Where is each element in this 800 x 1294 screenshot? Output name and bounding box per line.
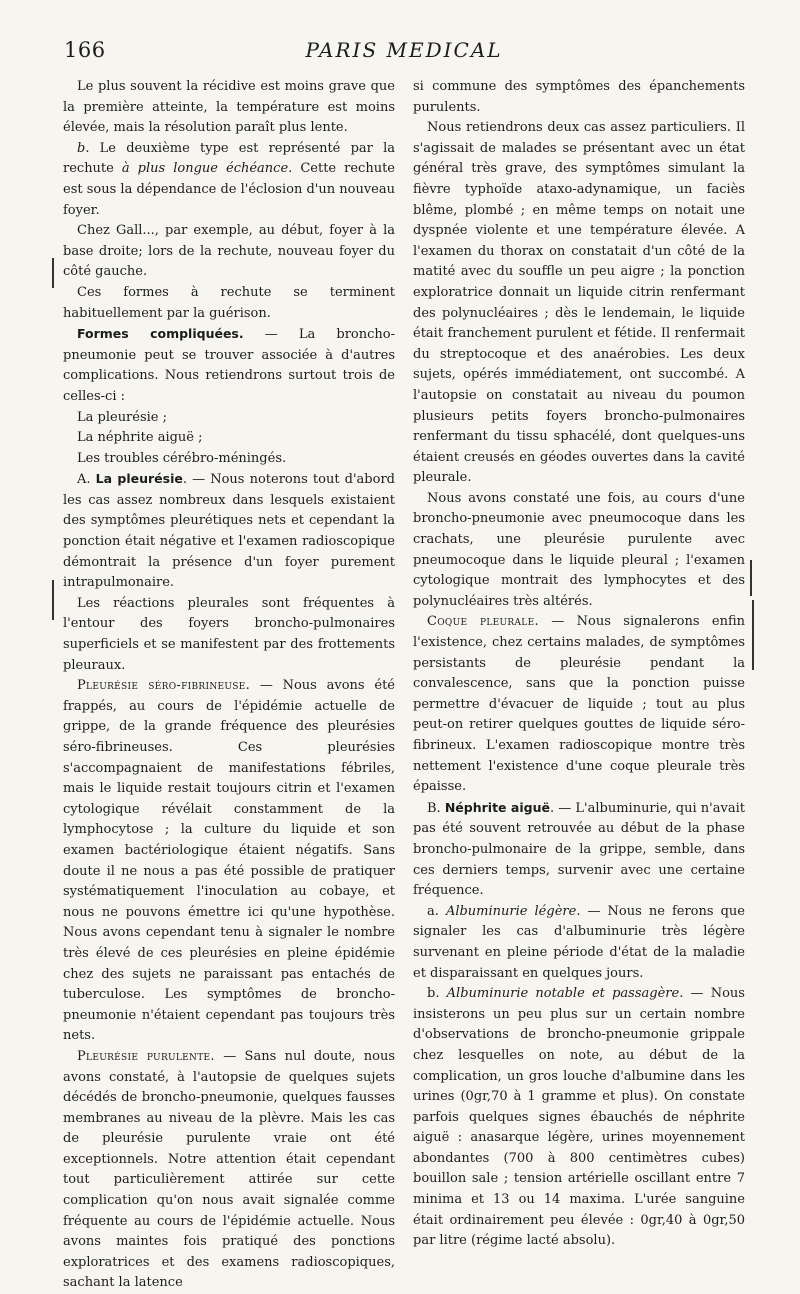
paragraph: Coque pleurale. — Nous signalerons enfin l'existence, chez certains malades, de symptômes persistants de pleurésie pendant la convalescence, sans que la ponction puisse permettre d'évacuer de liquide ; tout au plus peut-on retirer quelques gouttes de liquide séro-fibrineux. L'examen radioscopique montre très nettement l'existence d'une coque pleurale très épaisse. (413, 614, 745, 795)
paragraph: Formes compliquées. — La broncho-pneumonie peut se trouver associée à d'autres complications. Nous retiendrons surtout trois de celles-ci : (63, 326, 395, 404)
paragraph: Ces formes à rechute se terminent habituellement par la guérison. (63, 284, 395, 321)
paragraph: Chez Gall..., par exemple, au début, foyer à la base droite; lors de la rechute, nouveau foyer du côté gauche. (63, 223, 395, 280)
margin-mark (52, 580, 54, 620)
section-heading: Formes compliquées. (77, 326, 244, 342)
page-header (64, 38, 744, 68)
margin-mark (750, 560, 752, 596)
paragraph: si commune des symptômes des épanchements purulents. (413, 79, 745, 115)
paragraph: a. Albuminurie légère. — Nous ne ferons que signaler les cas d'albuminurie très légère survenant en pleine période d'état de la maladie et disparaissant en quelques jours. (413, 903, 745, 981)
list-item: Les troubles cérébro-méningés. (77, 450, 287, 466)
subsection-heading: Pleurésie séro-fibrineuse. (77, 678, 251, 694)
paragraph: Nous avons constaté une fois, au cours d'une broncho-pneumonie avec pneumocoque dans les crachats, une pleurésie purulente avec pneumocoque dans le liquide pleural ; l'examen cytologique montrait des lymphocytes et des polynucléaires très altérés. (413, 490, 745, 609)
list-item: La pleurésie ; (77, 409, 168, 425)
left-column (63, 77, 395, 1294)
margin-mark (752, 600, 754, 670)
margin-mark (52, 258, 54, 288)
running-title: PARIS MEDICAL (305, 38, 503, 62)
paragraph: Pleurésie purulente. — Sans nul doute, nous avons constaté, à l'autopsie de quelques sujets décédés de broncho-pneumonie, quelques fausses membranes au niveau de la plèvre. Mais les cas de pleurésie purulente vraie ont été exceptionnels. Notre attention était cependant tout particulièrement attirée sur cette complication qu'on nous avait signalée comme fréquente au cours de l'épidémie actuelle. Nous avons maintes fois pratiqué des ponctions exploratrices et des examens radioscopiques, sachant la latence (63, 1048, 395, 1291)
paragraph: Les réactions pleurales sont fréquentes à l'entour des foyers broncho-pulmonaires superficiels et se manifestent par des frottements pleuraux. (63, 595, 395, 673)
subsection-heading: Coque pleurale. (427, 614, 539, 630)
paragraph: Le plus souvent la récidive est moins grave que la première atteinte, la température est moins élevée, mais la résolution paraît plus lente. (63, 79, 395, 136)
list-item: La néphrite aiguë ; (77, 430, 203, 446)
paragraph: B. Néphrite aiguë. — L'albuminurie, qui n'avait pas été souvent retrouvée au début de la phase broncho-pulmonaire de la grippe, semble, dans ces derniers temps, survenir avec une certaine fréquence. (413, 799, 745, 899)
page-number: 166 (64, 38, 106, 62)
paragraph: b. Albuminurie notable et passagère. — Nous insisterons un peu plus sur un certain nombre d'observations de broncho-pneumonie grippale chez lesquelles on note, au début de la complication, un gros louche d'albumine dans les urines (0gr,70 à 1 gramme et plus). On constate parfois quelques signes ébauchés de néphrite aiguë : anasarque légère, urines moyennement abondantes (700 à 800 centimètres cubes) bouillon sale ; tension artérielle oscillant entre 7 minima et 13 ou 14 maxima. L'urée sanguine était ordinairement peu élevée : 0gr,40 à 0gr,50 par litre (régime lacté absolu). (413, 986, 745, 1249)
paragraph: Nous retiendrons deux cas assez particuliers. Il s'agissait de malades se présentant avec un état général très grave, des symptômes simulant la fièvre typhoïde ataxo-adynamique, un faciès blême, plombé ; en même temps on notait une dyspnée violente et une température élevée. A l'examen du thorax on constatait d'un côté de la matité avec du souffle un peu aigre ; la ponction exploratrice donnait un liquide citrin renfermant des polynucléaires ; dès le lendemain, le liquide était franchement purulent et fétide. Il renfermait du streptocoque et des anaérobies. Les deux sujets, opérés immédiatement, ont succombé. A l'autopsie on constatait au niveau du poumon plusieurs petits foyers broncho-pulmonaires renfermant du tissu sphacélé, dont quelques-uns étaient creusés en géodes ouvertes dans la cavité pleurale. (413, 120, 745, 486)
subsection-heading: Pleurésie purulente. (77, 1048, 215, 1064)
paragraph: b. Le deuxième type est représenté par la rechute à plus longue échéance. Cette rechute est sous la dépendance de l'éclosion d'un nouveau foyer. (63, 140, 395, 218)
right-column (413, 77, 745, 1252)
section-heading: Néphrite aiguë (444, 799, 550, 815)
paragraph: A. La pleurésie. — Nous noterons tout d'abord les cas assez nombreux dans lesquels existaient des symptômes pleurétiques nets et cependant la ponction était négative et l'examen radioscopique démontrait la présence d'un foyer purement intrapulmonaire. (63, 471, 395, 591)
paragraph: Pleurésie séro-fibrineuse. — Nous avons été frappés, au cours de l'épidémie actuelle de grippe, de la grande fréquence des pleurésies séro-fibrineuses. Ces pleurésies s'accompagnaient de manifestations fébriles, mais le liquide restait toujours citrin et l'examen cytologique révélait constamment de la lymphocytose ; la culture du liquide et son examen bactériologique étaient négatifs. Sans doute il ne nous a pas été possible de pratiquer systématiquement l'inoculation au cobaye, et nous ne pouvons émettre ici qu'une hypothèse. Nous avons cependant tenu à signaler le nombre très élevé de ces pleurésies en pleine épidémie chez des sujets ne paraissant pas entachés de tuberculose. Les symptômes de broncho-pneumonie n'étaient cependant pas toujours très nets. (63, 678, 395, 1044)
section-heading: La pleurésie (95, 471, 183, 487)
